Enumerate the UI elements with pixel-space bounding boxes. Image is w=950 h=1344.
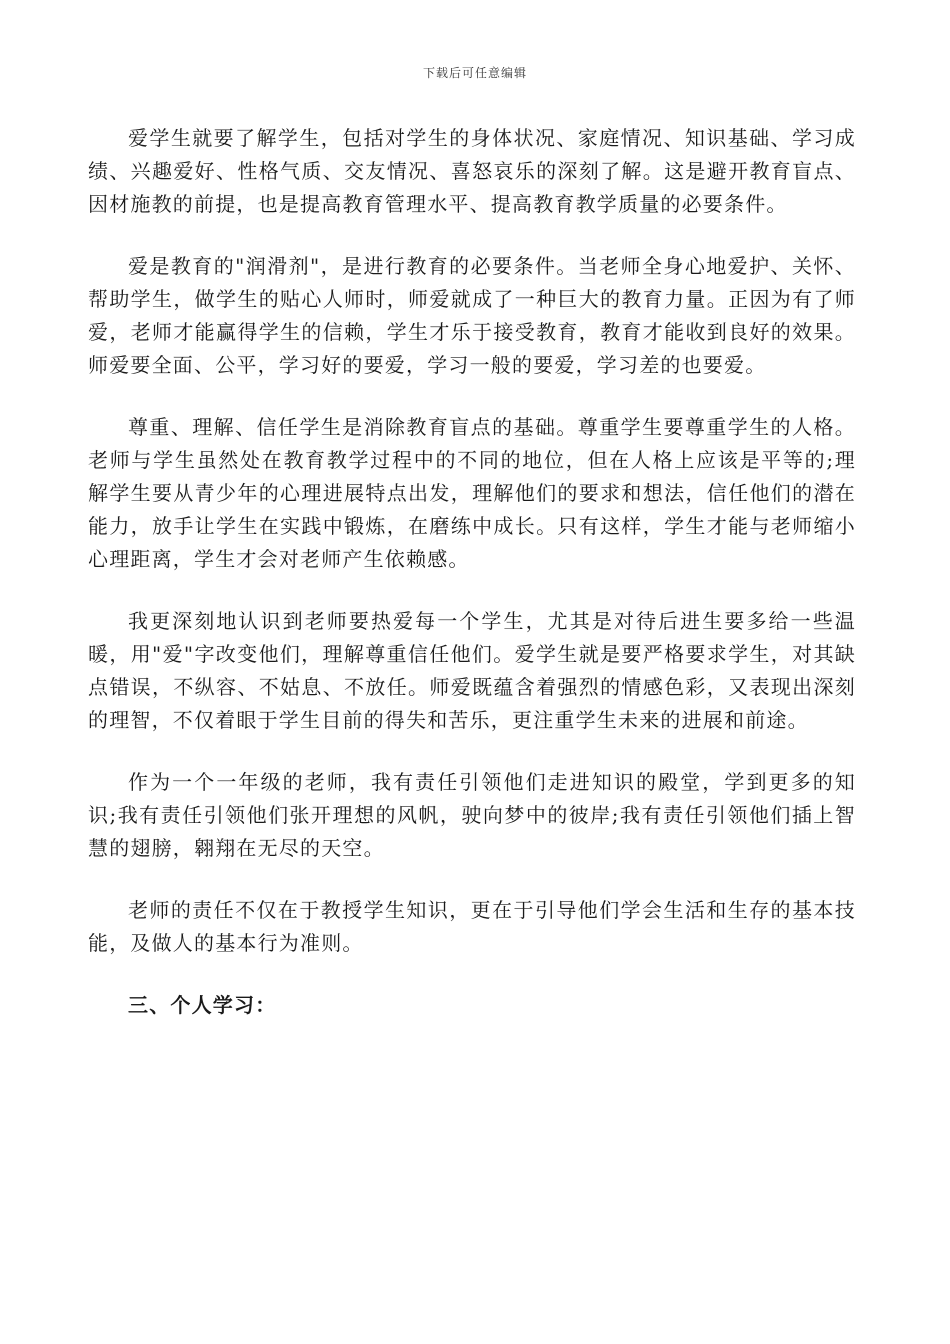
- section-heading: 三、个人学习：: [128, 993, 277, 1017]
- paragraph-5: 作为一个一年级的老师，我有责任引领他们走进知识的殿堂，学到更多的知识;我有责任引领他们张开理想的风帆，驶向梦中的彼岸;我有责任引领他们插上智慧的翅膀，翱翔在无尽的天空。: [88, 770, 856, 860]
- paragraph-4: 我更深刻地认识到老师要热爱每一个学生，尤其是对待后进生要多给一些温暖，用"爱"字改变他们，理解尊重信任他们。爱学生就是要严格要求学生，对其缺点错误，不纵容、不姑息、不放任。师爱既蕴含着强烈的情感色彩，又表现出深刻的理智，不仅着眼于学生目前的得失和苦乐，更注重学生未来的进展和前途。: [88, 609, 856, 732]
- paragraph-1: 爱学生就要了解学生，包括对学生的身体状况、家庭情况、知识基础、学习成绩、兴趣爱好、性格气质、交友情况、喜怒哀乐的深刻了解。这是避开教育盲点、因材施教的前提，也是提高教育管理水平、提高教育教学质量的必要条件。: [88, 126, 856, 216]
- paragraph-6: 老师的责任不仅在于教授学生知识，更在于引导他们学会生活和生存的基本技能，及做人的基本行为准则。: [88, 898, 856, 955]
- page-header: 下载后可任意编辑: [422, 66, 527, 80]
- document-body: [88, 122, 856, 1022]
- paragraph-3: 尊重、理解、信任学生是消除教育盲点的基础。尊重学生要尊重学生的人格。老师与学生虽然处在教育教学过程中的不同的地位，但在人格上应该是平等的;理解学生要从青少年的心理进展特点出发，理解他们的要求和想法，信任他们的潜在能力，放手让学生在实践中锻炼，在磨练中成长。只有这样，学生才能与老师缩小心理距离，学生才会对老师产生依赖感。: [88, 415, 856, 571]
- paragraph-2: 爱是教育的"润滑剂"，是进行教育的必要条件。当老师全身心地爱护、关怀、帮助学生，做学生的贴心人师时，师爱就成了一种巨大的教育力量。正因为有了师爱，老师才能赢得学生的信赖，学生才乐于接受教育，教育才能收到良好的效果。师爱要全面、公平，学习好的要爱，学习一般的要爱，学习差的也要爱。: [88, 254, 856, 377]
